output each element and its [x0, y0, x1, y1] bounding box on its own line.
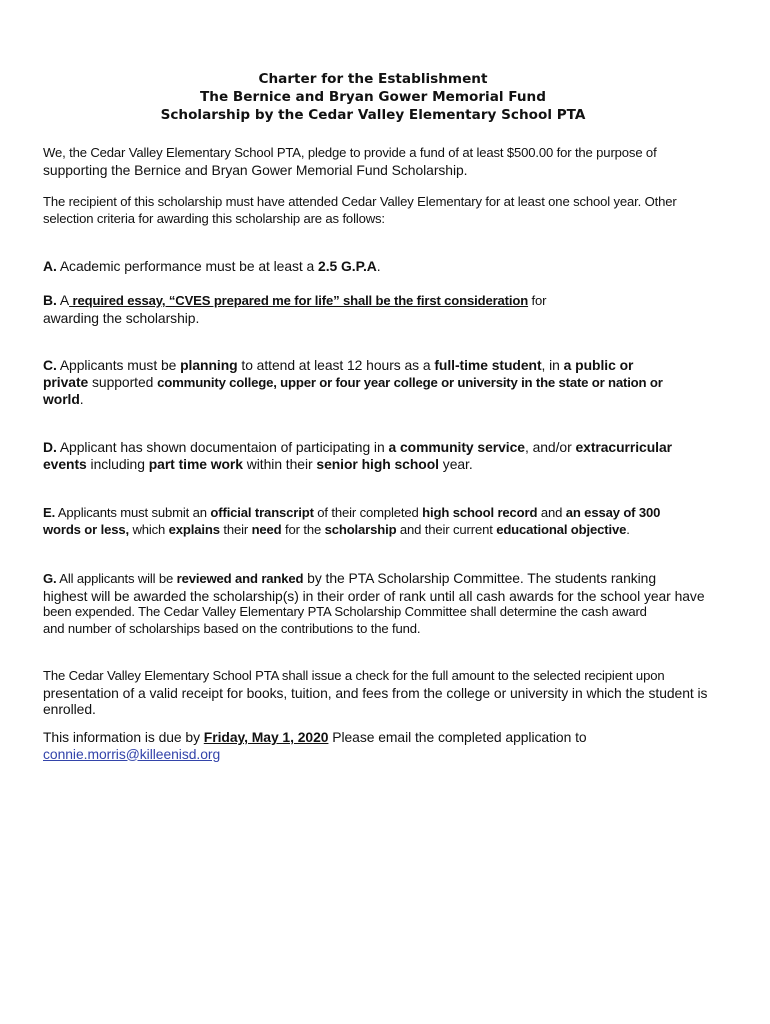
- title-line-1: Charter for the Establishment: [258, 71, 488, 87]
- criterion-d-letter: D.: [43, 439, 57, 455]
- check-paragraph: [43, 668, 713, 718]
- criterion-e-end: .: [626, 521, 630, 537]
- criterion-d-text-3: including: [86, 455, 149, 472]
- criterion-c-world: world: [43, 391, 80, 407]
- criterion-c: [43, 357, 713, 408]
- check-line-1: The Cedar Valley Elementary School PTA shall issue a check for the full amount to the selected recipient upon: [43, 668, 665, 683]
- criterion-e-text-5: their: [219, 521, 252, 537]
- criterion-e-text-1: Applicants must submit an: [55, 505, 211, 520]
- charter-title: [0, 70, 746, 124]
- criterion-e-text-4: which: [128, 521, 169, 537]
- criterion-d-text-4: within their: [242, 455, 317, 472]
- title-line-3: Scholarship by the Cedar Valley Elementary School PTA: [160, 107, 586, 123]
- criterion-d-end: year.: [438, 455, 473, 472]
- criterion-g-text-2: by the PTA Scholarship Committee. The students ranking: [303, 570, 657, 586]
- criterion-c-fulltime: full-time student: [434, 357, 542, 373]
- criterion-g-text-1: All applicants will be: [56, 571, 177, 586]
- criterion-e-need: need: [251, 521, 282, 537]
- criterion-b-for: for: [528, 293, 547, 308]
- intro-line-1: We, the Cedar Valley Elementary School PTA, pledge to provide a fund of at least $500.00 for the purpose of: [43, 145, 657, 160]
- recipient-line-1: The recipient of this scholarship must have attended Cedar Valley Elementary for at least one school year. Other: [43, 194, 677, 209]
- criterion-a-end: .: [376, 258, 381, 274]
- criterion-c-planning: planning: [180, 357, 238, 373]
- criterion-c-end: .: [79, 391, 84, 407]
- due-paragraph: [43, 729, 713, 762]
- criterion-d-extracurricular: extracurricular: [575, 439, 673, 455]
- criterion-b: [43, 292, 713, 326]
- criterion-e-text-3: and: [537, 505, 566, 520]
- criterion-c-text-3: , in: [541, 357, 564, 373]
- criterion-b-line-2: awarding the scholarship.: [43, 309, 200, 326]
- criterion-a-text: Academic performance must be at least a: [56, 258, 319, 274]
- email-link[interactable]: connie.morris@killeenisd.org: [43, 745, 221, 762]
- criterion-d-events: events: [43, 455, 87, 472]
- criterion-e-official: official transcript: [210, 505, 314, 520]
- criterion-e-letter: E.: [43, 505, 56, 520]
- criterion-b-text: A: [56, 292, 70, 308]
- due-text-1: This information is due by: [43, 729, 204, 745]
- criterion-e-text-2: of their completed: [313, 505, 423, 520]
- criterion-d-parttime: part time work: [148, 455, 243, 472]
- criterion-g-line-2: highest will be awarded the scholarship(s) in their order of rank until all cash awards for the school year have: [43, 587, 705, 604]
- criterion-b-essay: required essay, “CVES prepared me for life” shall be the first consideration: [69, 293, 529, 308]
- criterion-a-gpa: 2.5 G.P.A: [318, 258, 377, 274]
- criterion-g-letter: G.: [43, 571, 57, 586]
- recipient-line-2: selection criteria for awarding this scholarship are as follows:: [43, 210, 385, 226]
- criterion-c-college: community college, upper or four year college or university in the state or nation or: [157, 374, 663, 390]
- criterion-e-hsrecord: high school record: [422, 505, 538, 520]
- criterion-g-line-3: been expended. The Cedar Valley Elementary PTA Scholarship Committee shall determine the cash award: [43, 604, 647, 619]
- intro-line-2: supporting the Bernice and Bryan Gower Memorial Fund Scholarship.: [43, 161, 468, 178]
- criterion-e-text-6: for the: [281, 521, 325, 537]
- criterion-c-text-1: Applicants must be: [56, 357, 181, 373]
- criterion-a: [43, 258, 713, 275]
- criterion-c-private: private: [43, 373, 89, 390]
- criterion-e-objective: educational objective: [496, 521, 627, 537]
- criterion-e: [43, 505, 713, 538]
- criterion-g-line-4: and number of scholarships based on the contributions to the fund.: [43, 620, 421, 636]
- criterion-d: [43, 439, 713, 472]
- criterion-c-public: a public or: [563, 357, 634, 373]
- criterion-d-text-2: , and/or: [524, 439, 576, 455]
- title-line-2: The Bernice and Bryan Gower Memorial Fund: [200, 89, 546, 105]
- criterion-d-senior: senior high school: [316, 455, 439, 472]
- check-line-3: enrolled.: [43, 701, 96, 717]
- criterion-e-scholarship: scholarship: [324, 521, 397, 537]
- check-line-2: presentation of a valid receipt for books, tuition, and fees from the college or university in which the student is: [43, 684, 708, 701]
- criterion-a-letter: A.: [43, 258, 57, 274]
- criterion-g-reviewed: reviewed and ranked: [176, 571, 304, 586]
- criterion-e-text-7: and their current: [396, 521, 497, 537]
- criterion-e-words: words or less,: [43, 521, 129, 537]
- intro-paragraph: [43, 145, 713, 178]
- criterion-c-text-2: to attend at least 12 hours as a: [237, 357, 435, 373]
- criterion-c-letter: C.: [43, 357, 57, 373]
- criterion-b-letter: B.: [43, 292, 57, 308]
- due-date: Friday, May 1, 2020: [203, 729, 329, 745]
- recipient-paragraph: [43, 194, 713, 227]
- criterion-e-explains: explains: [168, 521, 220, 537]
- criterion-d-text-1: Applicant has shown documentaion of participating in: [56, 439, 389, 455]
- criterion-d-community: a community service: [388, 439, 525, 455]
- due-text-2: Please email the completed application to: [328, 729, 587, 745]
- criterion-g: [43, 570, 713, 637]
- criterion-e-essay: an essay of 300: [565, 505, 661, 520]
- criterion-c-text-4: supported: [88, 373, 158, 390]
